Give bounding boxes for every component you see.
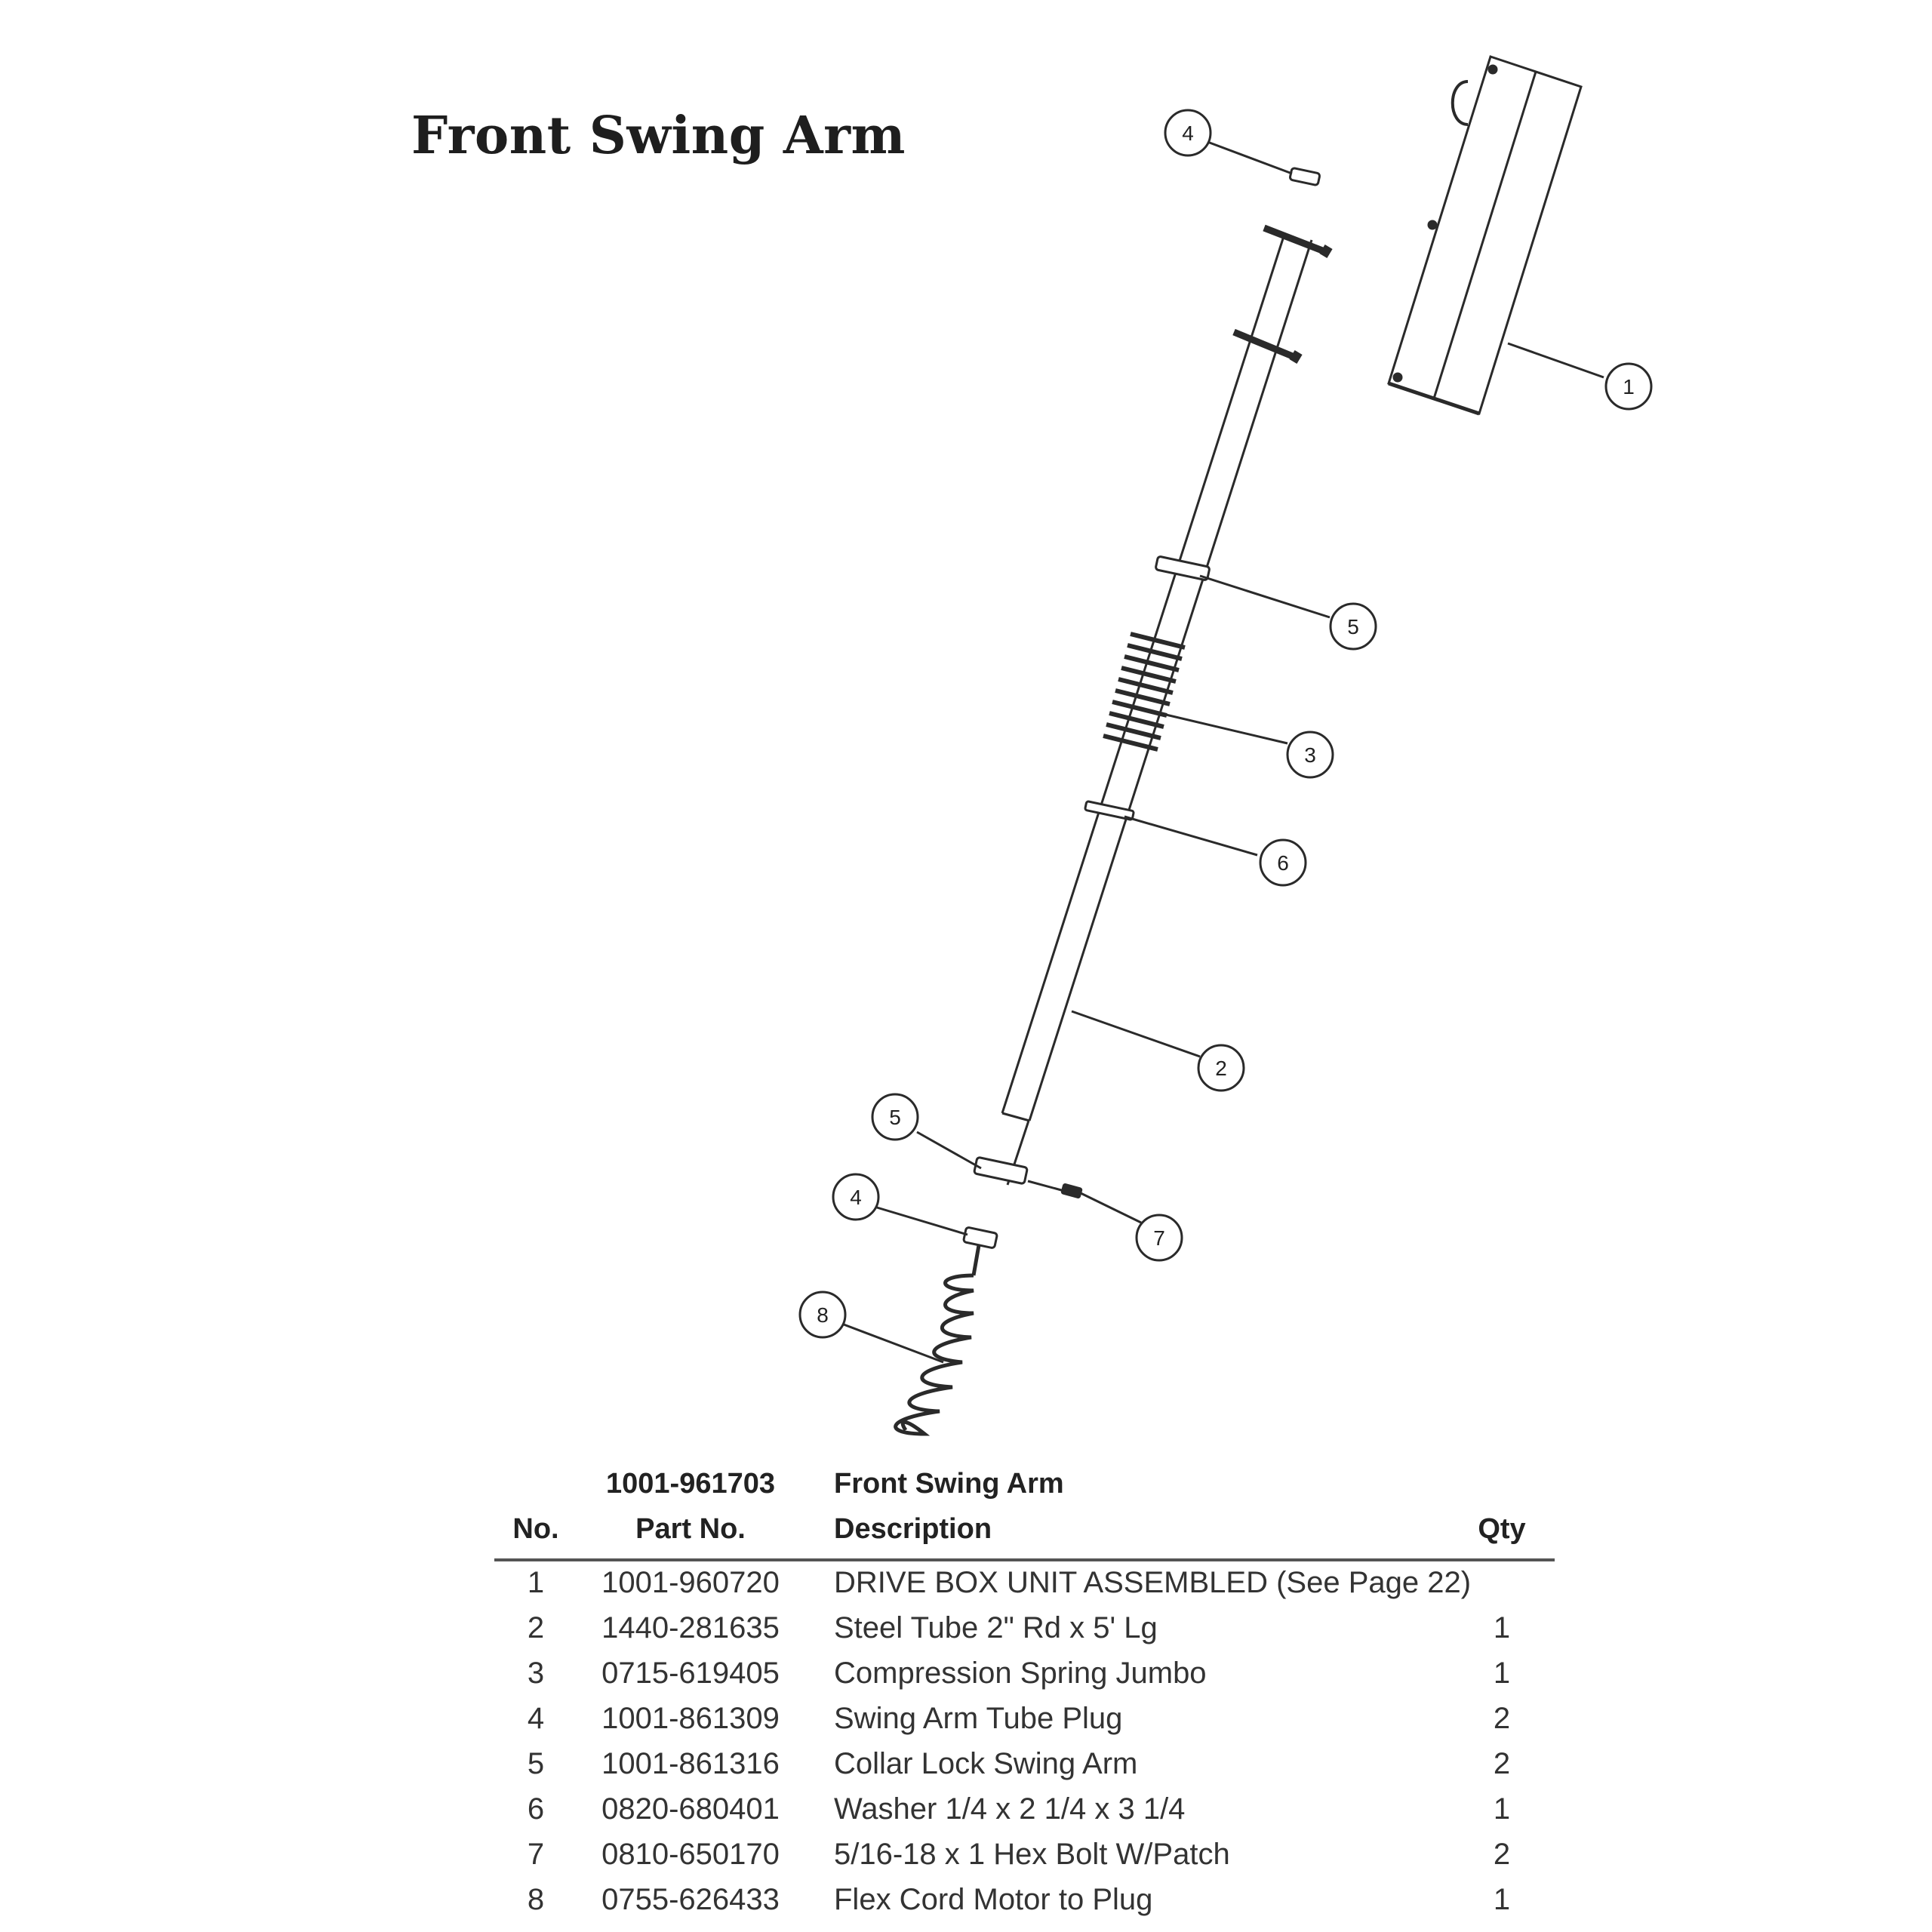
table-row [494, 1657, 1555, 1702]
row-part-no: 0820-680401 [601, 1792, 780, 1826]
row-no: 2 [527, 1611, 545, 1644]
compression-spring-part [1103, 634, 1185, 749]
row-part-no: 1001-861309 [601, 1702, 780, 1735]
assembly-part-number: 1001-961703 [606, 1468, 775, 1500]
table-row [494, 1883, 1555, 1928]
callout-1 [1606, 364, 1651, 409]
assembly-description: Front Swing Arm [834, 1468, 1064, 1500]
svg-text:5: 5 [1347, 615, 1359, 638]
svg-text:5: 5 [889, 1106, 901, 1129]
svg-text:4: 4 [1182, 122, 1194, 145]
header-divider [494, 1558, 1555, 1561]
row-no: 7 [527, 1838, 545, 1871]
row-no: 3 [527, 1657, 545, 1690]
table-row [494, 1792, 1555, 1838]
row-no: 6 [527, 1792, 545, 1826]
page-title: Front Swing Arm [411, 106, 906, 166]
table-row [494, 1611, 1555, 1657]
table-row [494, 1702, 1555, 1747]
steel-tube-part [1002, 228, 1330, 1185]
row-no: 8 [527, 1883, 545, 1916]
callout-5-upper [1331, 604, 1376, 649]
top-tube-plug-part [1290, 168, 1320, 186]
row-part-no: 1001-861316 [601, 1747, 780, 1780]
row-part-no: 1001-960720 [601, 1566, 780, 1599]
parts-table [494, 1468, 1555, 1928]
row-qty: 1 [1493, 1883, 1511, 1916]
row-description: Steel Tube 2" Rd x 5' Lg [834, 1611, 1158, 1644]
row-qty: 2 [1493, 1702, 1511, 1735]
row-description: Collar Lock Swing Arm [834, 1747, 1138, 1780]
table-row [494, 1566, 1555, 1611]
callout-4-lower [833, 1174, 878, 1220]
row-no: 1 [527, 1566, 545, 1599]
callout-3 [1287, 732, 1333, 777]
header-no: No. [512, 1513, 559, 1545]
hex-bolt-part [1028, 1181, 1081, 1198]
row-description: Compression Spring Jumbo [834, 1657, 1207, 1690]
callout-2 [1198, 1045, 1244, 1091]
svg-text:6: 6 [1277, 851, 1289, 875]
row-part-no: 1440-281635 [601, 1611, 780, 1644]
svg-text:4: 4 [850, 1186, 862, 1209]
svg-text:8: 8 [817, 1303, 829, 1327]
callout-bubbles [800, 110, 1651, 1337]
svg-text:7: 7 [1153, 1226, 1165, 1250]
callout-6 [1260, 840, 1306, 885]
lower-tube-plug-part [963, 1227, 997, 1248]
row-qty: 1 [1493, 1792, 1511, 1826]
svg-text:1: 1 [1623, 375, 1635, 398]
row-qty: 2 [1493, 1747, 1511, 1780]
row-description: Swing Arm Tube Plug [834, 1702, 1123, 1735]
row-part-no: 0755-626433 [601, 1883, 780, 1916]
callout-5-lower [872, 1094, 918, 1140]
svg-text:2: 2 [1215, 1057, 1227, 1080]
row-no: 5 [527, 1747, 545, 1780]
table-header-row [494, 1513, 1555, 1558]
flex-cord-part [896, 1245, 979, 1434]
row-description: Flex Cord Motor to Plug [834, 1883, 1153, 1916]
callout-8 [800, 1292, 845, 1337]
row-description: DRIVE BOX UNIT ASSEMBLED (See Page 22) [834, 1566, 1472, 1599]
row-no: 4 [527, 1702, 545, 1735]
header-qty: Qty [1478, 1513, 1526, 1545]
assembly-row [494, 1468, 1555, 1513]
header-part-no: Part No. [635, 1513, 746, 1545]
row-description: 5/16-18 x 1 Hex Bolt W/Patch [834, 1838, 1230, 1871]
table-row [494, 1838, 1555, 1883]
callout-7 [1137, 1215, 1182, 1260]
row-qty: 2 [1493, 1838, 1511, 1871]
row-qty: 1 [1493, 1611, 1511, 1644]
lower-collar-part [974, 1157, 1027, 1184]
row-part-no: 0810-650170 [601, 1838, 780, 1871]
svg-text:3: 3 [1304, 743, 1316, 767]
header-description: Description [834, 1513, 992, 1545]
row-qty: 1 [1493, 1657, 1511, 1690]
row-description: Washer 1/4 x 2 1/4 x 3 1/4 [834, 1792, 1186, 1826]
row-part-no: 0715-619405 [601, 1657, 780, 1690]
table-row [494, 1747, 1555, 1792]
callout-4-top [1165, 110, 1211, 155]
